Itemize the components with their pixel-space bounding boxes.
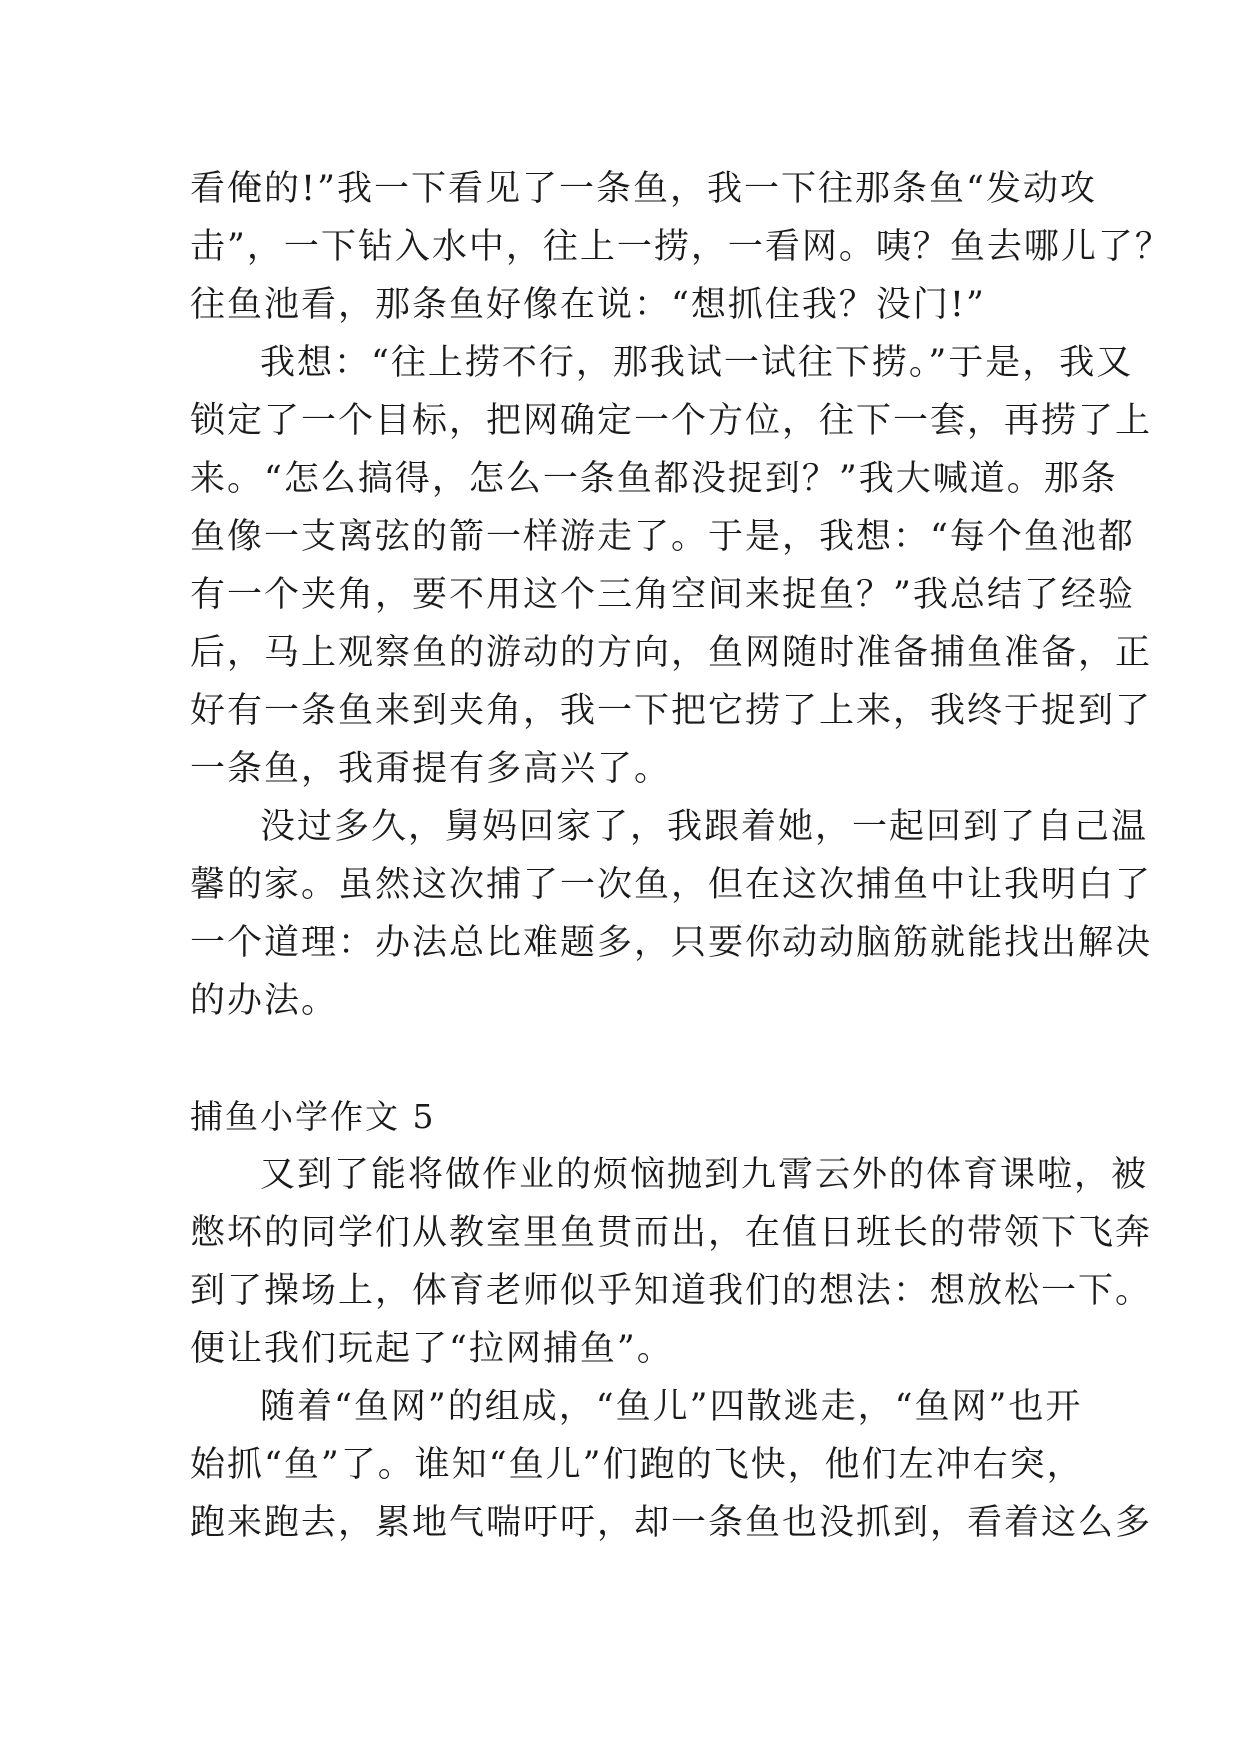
- text-line: 便让我们玩起了“拉网捕鱼”。: [190, 1329, 674, 1369]
- text-line: 没过多久，舅妈回家了，我跟着她，一起回到了自己温: [260, 807, 1149, 847]
- text-line: 的办法。: [190, 981, 339, 1021]
- text-line: 憋坏的同学们从教室里鱼贯而出，在值日班长的带领下飞奔: [190, 1213, 1153, 1253]
- paragraph-1: [190, 160, 1172, 334]
- text-line: 一条鱼，我甭提有多高兴了。: [190, 749, 672, 789]
- text-line: 鱼像一支离弦的箭一样游走了。于是，我想：“每个鱼池都: [190, 517, 1135, 557]
- text-line: 看俺的!”我一下看见了一条鱼，我一下往那条鱼“发动攻: [190, 169, 1097, 209]
- essay-body: [190, 160, 1172, 1552]
- text-line: 往鱼池看，那条鱼好像在说：“想抓住我？没门!”: [190, 285, 986, 325]
- text-line: 一个道理：办法总比难题多，只要你动动脑筋就能找出解决: [190, 923, 1153, 963]
- text-line: 馨的家。虽然这次捕了一次鱼，但在这次捕鱼中让我明白了: [190, 865, 1153, 905]
- paragraph-3: [190, 798, 1153, 1030]
- section-heading: 捕鱼小学作文 5: [190, 1097, 436, 1136]
- text-line: 击”，一下钻入水中，往上一捞，一看网。咦？鱼去哪儿了？: [190, 227, 1172, 267]
- text-line: 有一个夹角，要不用这个三角空间来捉鱼？”我总结了经验: [190, 575, 1135, 615]
- text-line: 来。“怎么搞得，怎么一条鱼都没捉到？”我大喊道。那条: [190, 459, 1118, 499]
- text-line: 到了操场上，体育老师似乎知道我们的想法：想放松一下。: [190, 1271, 1153, 1311]
- text-line: 好有一条鱼来到夹角，我一下把它捞了上来，我终于捉到了: [190, 691, 1153, 731]
- text-line: 锁定了一个目标，把网确定一个方位，往下一套，再捞了上: [190, 401, 1153, 441]
- text-line: 跑来跑去，累地气喘吁吁，却一条鱼也没抓到，看着这么多: [190, 1503, 1153, 1543]
- text-line: 后，马上观察鱼的游动的方向，鱼网随时准备捕鱼准备，正: [190, 633, 1153, 673]
- blank-line: [190, 1030, 1060, 1088]
- text-line: 又到了能将做作业的烦恼抛到九霄云外的体育课啦，被: [260, 1155, 1149, 1195]
- text-line: 我想：“往上捞不行，那我试一试往下捞。”于是，我又: [260, 343, 1134, 383]
- paragraph-5: [190, 1378, 1153, 1552]
- text-line: 始抓“鱼”了。谁知“鱼儿”们跑的飞快，他们左冲右突，: [190, 1445, 1084, 1485]
- paragraph-2: [190, 334, 1153, 798]
- text-line: 随着“鱼网”的组成，“鱼儿”四散逃走，“鱼网”也开: [260, 1387, 1083, 1427]
- paragraph-4: [190, 1146, 1153, 1378]
